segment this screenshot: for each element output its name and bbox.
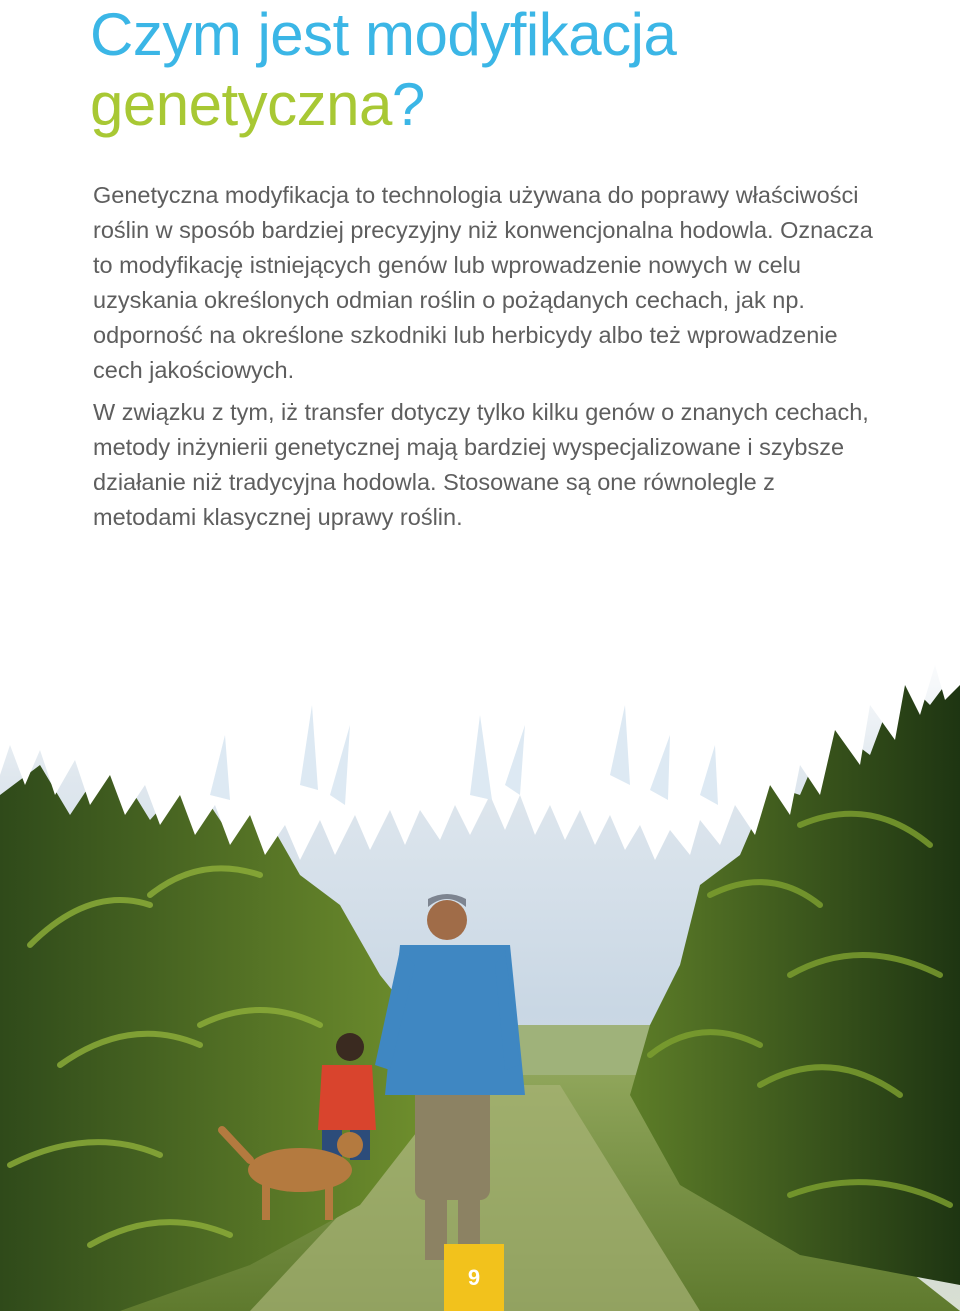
cornfield-photo (0, 645, 960, 1311)
paragraph-2: W związku z tym, iż transfer dotyczy tylko kilku genów o znanych cechach, metody inżynierii genetycznej mają bardziej wyspecjalizowane i szybsze działanie niż tradycyjna hodowla. Stosowane są one równolegle z metodami klasycznej uprawy roślin. (93, 399, 869, 530)
page-number (444, 1244, 504, 1311)
paragraph-1: Genetyczna modyfikacja to technologia używana do poprawy właściwości roślin w sposób bardziej precyzyjny niż konwencjonalna hodowla. Oznacza to modyfikację istniejących genów lub wprowadzenie nowych w celu uzyskania określonych odmian roślin o pożądanych cechach, jak np. odporność na określone szkodniki lub herbicydy albo też wprowadzenie cech jakościowych. (93, 182, 873, 383)
title-line-2-text: genetyczna (90, 71, 392, 138)
title-line-1: Czym jest modyfikacja (90, 1, 677, 68)
title-question-mark: ? (391, 71, 425, 138)
page-number-text: 9 (467, 1264, 481, 1290)
page-title (90, 0, 676, 140)
body-text (93, 178, 883, 542)
title-line-2 (90, 70, 676, 140)
